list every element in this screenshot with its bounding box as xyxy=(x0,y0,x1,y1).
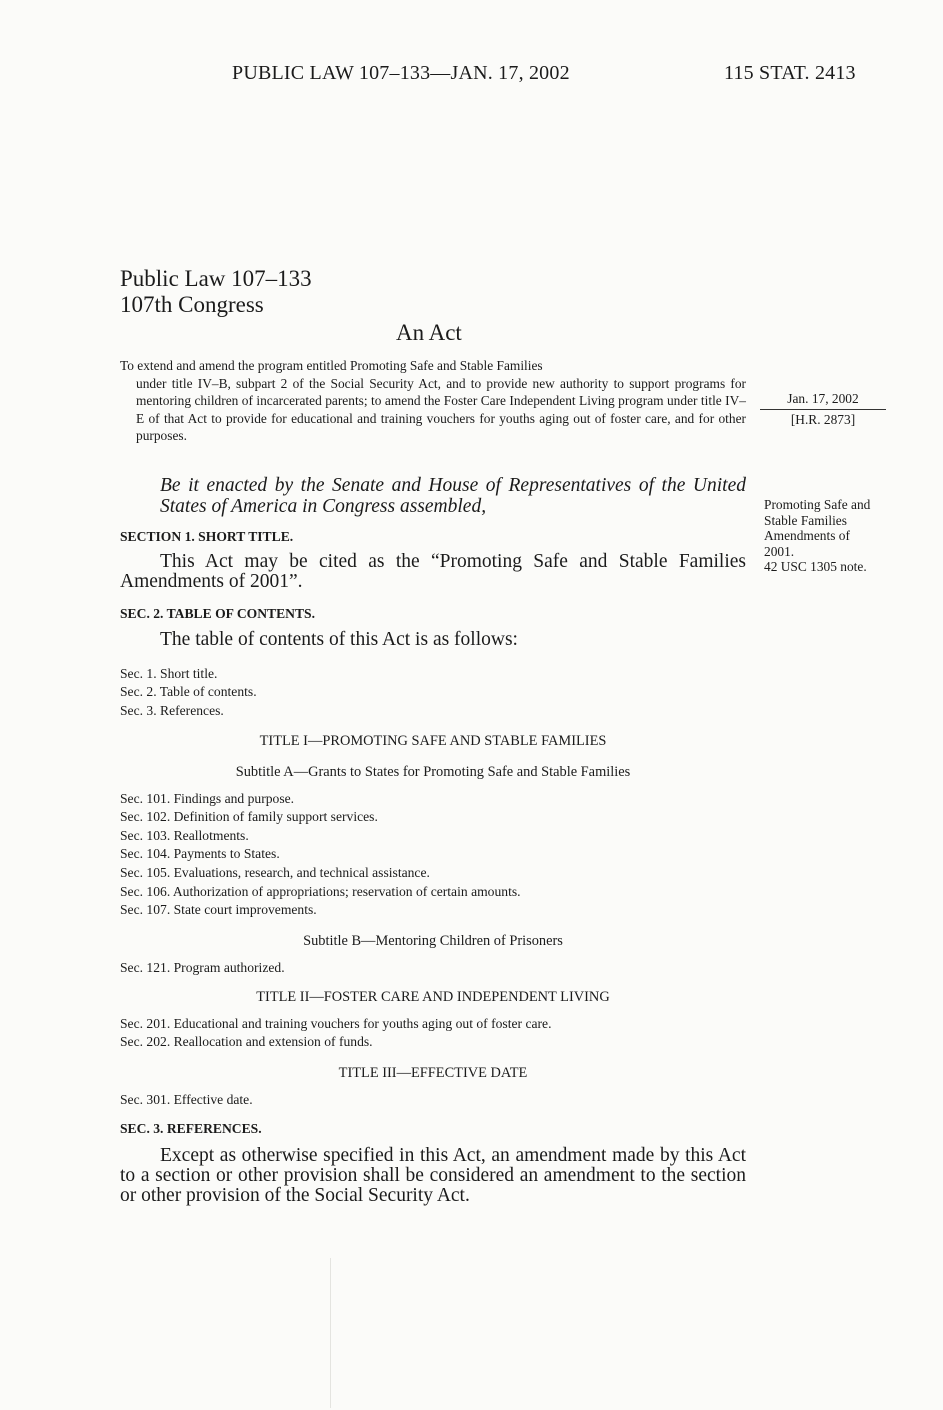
purpose-first-line: To extend and amend the program entitled Promoting Safe and Stable Families xyxy=(120,358,543,373)
toc-entry: Sec. 102. Definition of family support services. xyxy=(120,809,378,824)
law-title-block xyxy=(120,266,312,318)
toc-subtitle-a: Subtitle A—Grants to States for Promoting Safe and Stable Families xyxy=(235,764,631,780)
section-2-heading: SEC. 2. TABLE OF CONTENTS. xyxy=(120,606,316,621)
section-3-heading: SEC. 3. REFERENCES. xyxy=(120,1121,262,1136)
purpose-paragraph xyxy=(120,357,746,445)
toc-entry: Sec. 104. Payments to States. xyxy=(120,846,280,861)
margin-date-block xyxy=(760,391,886,428)
toc-entry: Sec. 301. Effective date. xyxy=(120,1092,253,1107)
enactment-date: Jan. 17, 2002 xyxy=(787,391,859,406)
toc-entry: Sec. 105. Evaluations, research, and technical assistance. xyxy=(120,865,430,880)
section-2-body: The table of contents of this Act is as follows: xyxy=(160,629,518,650)
public-law-number: Public Law 107–133 xyxy=(120,266,312,291)
running-header-left: PUBLIC LAW 107–133—JAN. 17, 2002 xyxy=(232,62,570,84)
act-heading: An Act xyxy=(396,320,462,345)
toc-entry: Sec. 3. References. xyxy=(120,703,224,718)
toc-entry: Sec. 107. State court improvements. xyxy=(120,902,317,917)
toc-entry: Sec. 202. Reallocation and extension of funds. xyxy=(120,1034,373,1049)
toc-title-1: TITLE I—PROMOTING SAFE AND STABLE FAMILIES xyxy=(259,733,607,749)
toc-subtitle-b: Subtitle B—Mentoring Children of Prisoners xyxy=(303,933,563,949)
toc-title-2: TITLE II—FOSTER CARE AND INDEPENDENT LIVING xyxy=(256,989,610,1005)
section-1-body: This Act may be cited as the “Promoting Safe and Stable Families Amendments of 2001”. xyxy=(120,551,746,592)
margin-rule xyxy=(760,409,886,410)
toc-entry: Sec. 2. Table of contents. xyxy=(120,684,257,699)
section-1-heading: SECTION 1. SHORT TITLE. xyxy=(120,529,294,544)
toc-entry: Sec. 103. Reallotments. xyxy=(120,828,249,843)
toc-entry: Sec. 121. Program authorized. xyxy=(120,960,285,975)
margin-note-usc: 42 USC 1305 note. xyxy=(764,559,867,574)
section-3-body: Except as otherwise specified in this Act, an amendment made by this Act to a section or other provision shall be considered an amendment to the section or other provision of the Social Security Act. xyxy=(120,1145,746,1206)
running-header-page: 115 STAT. 2413 xyxy=(724,62,856,84)
toc-entry: Sec. 1. Short title. xyxy=(120,666,218,681)
scan-gutter-line xyxy=(330,1258,331,1408)
purpose-continuation: under title IV–B, subpart 2 of the Social Security Act, and to provide new authority to support programs for mentoring children of incarcerated parents; to amend the Foster Care Independent Living program under title IV–E of that Act to provide for educational and training vouchers for youths aging out of foster care, and for other purposes. xyxy=(136,375,746,444)
bill-number: [H.R. 2873] xyxy=(790,412,856,427)
enacting-clause-text: Be it enacted by the Senate and House of Representatives of the United States of America in Congress assembled, xyxy=(160,475,746,517)
margin-notes xyxy=(764,497,882,575)
margin-note-short-title: Promoting Safe and Stable Families Amendments of 2001. xyxy=(764,497,871,559)
enacting-clause xyxy=(120,475,746,517)
congress-number: 107th Congress xyxy=(120,292,264,317)
toc-entry: Sec. 201. Educational and training vouchers for youths aging out of foster care. xyxy=(120,1016,552,1031)
toc-title-3: TITLE III—EFFECTIVE DATE xyxy=(338,1065,528,1081)
toc-entry: Sec. 106. Authorization of appropriations; reservation of certain amounts. xyxy=(120,884,521,899)
toc-entry: Sec. 101. Findings and purpose. xyxy=(120,791,295,806)
